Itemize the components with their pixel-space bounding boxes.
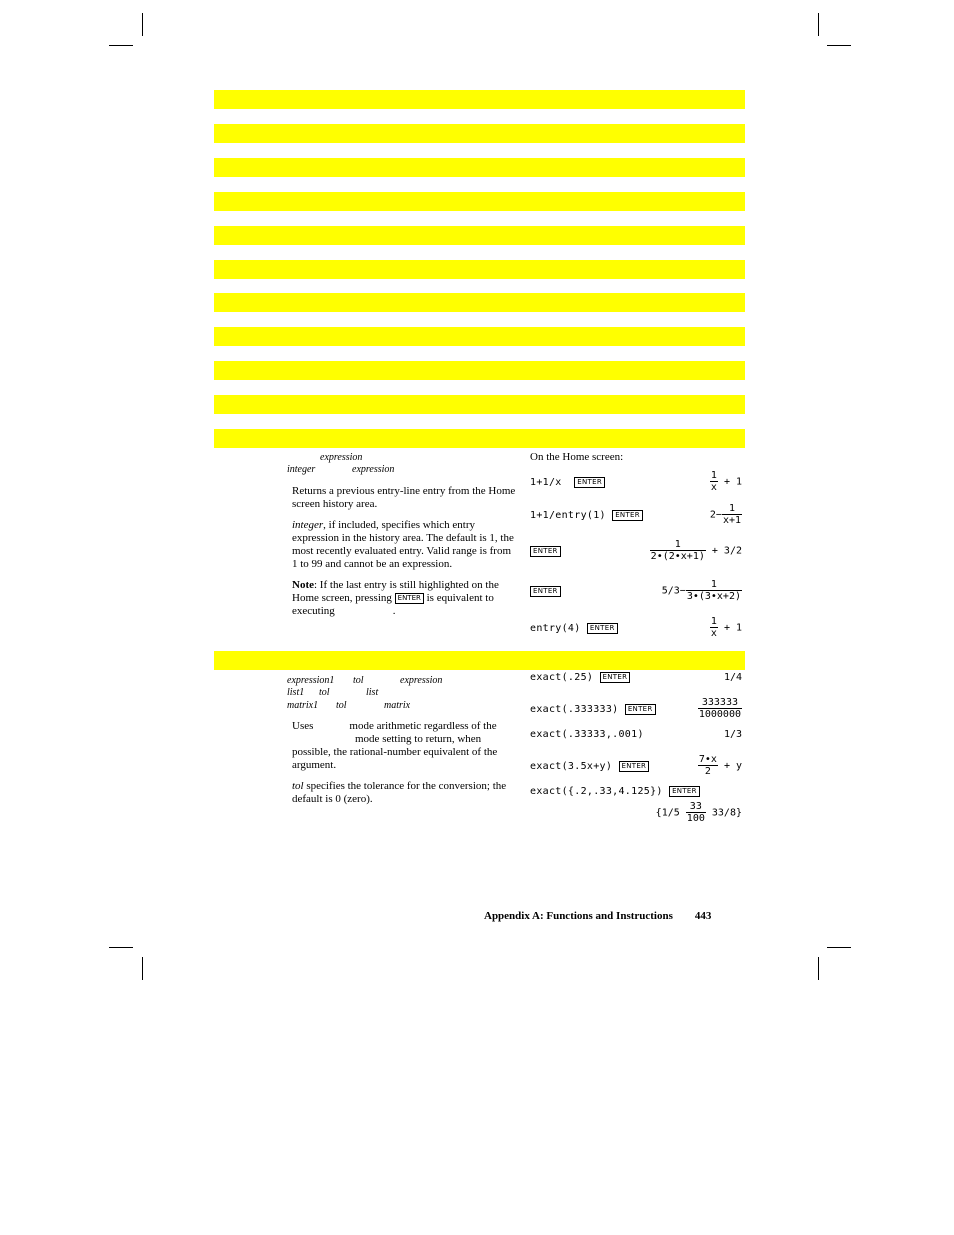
fraction: $\frac{33}{100}$ <box>686 801 705 824</box>
exact-description <box>292 720 516 814</box>
note-text: Note: If the last entry is still highlighted on the Home screen, pressing ENTER is equivalent to executing . <box>292 579 499 617</box>
fraction: $\frac{1}{x+1}$ <box>722 503 741 526</box>
description-text: Returns a previous entry-line entry from the Home screen history area. <box>292 485 516 510</box>
enter-key: ENTER <box>530 546 561 557</box>
syntax-arg: matrix <box>384 700 411 711</box>
highlight-band <box>214 90 745 109</box>
example-input: exact({.2,.33,4.125}) ENTER <box>530 786 700 797</box>
example-result: $\frac{1}{x}$ + 1 <box>710 616 742 639</box>
example-result: {1/5 $\frac{33}{100}$ 33/8} <box>655 801 742 824</box>
highlight-band <box>214 361 745 380</box>
enter-key: ENTER <box>395 593 424 604</box>
highlight-band <box>214 192 745 211</box>
syntax-arg: matrix1 <box>287 700 319 711</box>
crop-mark <box>827 947 851 948</box>
enter-key: ENTER <box>600 672 631 683</box>
example-result: $\frac{1}{2•(2•x+1)}$ + 3/2 <box>650 539 742 562</box>
crop-mark <box>109 947 133 948</box>
crop-mark <box>142 957 143 980</box>
highlight-band <box>214 293 745 312</box>
tol-term: tol <box>292 780 304 792</box>
enter-key: ENTER <box>574 477 605 488</box>
syntax-arg: expression <box>320 452 363 463</box>
crop-mark <box>818 957 819 980</box>
syntax-arg: tol <box>319 687 330 698</box>
enter-key: ENTER <box>625 704 656 715</box>
crop-mark <box>827 45 851 46</box>
fraction: $\frac{1}{x}$ <box>710 470 717 493</box>
syntax-arg: expression <box>352 464 395 475</box>
highlight-band <box>214 124 745 143</box>
param-term: integer <box>292 519 324 531</box>
fraction: $\frac{1}{x}$ <box>710 616 717 639</box>
example-input: 1+1/x ENTER <box>530 477 605 488</box>
highlight-band <box>214 395 745 414</box>
example-result: 1/4 <box>723 672 742 683</box>
highlight-band <box>214 158 745 177</box>
syntax-arg: tol <box>336 700 347 711</box>
example-input: exact(.33333,.001) <box>530 729 644 740</box>
example-input <box>530 546 561 557</box>
syntax-arg: expression <box>400 675 443 686</box>
syntax-arg: tol <box>353 675 364 686</box>
enter-key: ENTER <box>530 586 561 597</box>
example-input: exact(.25) ENTER <box>530 672 630 683</box>
highlight-band <box>214 226 745 245</box>
page-number: 443 <box>694 910 712 922</box>
example-result: 2− $\frac{1}{x+1}$ <box>709 503 741 526</box>
example-label: On the Home screen: <box>530 451 624 463</box>
example-result <box>698 697 742 720</box>
syntax-arg: integer <box>287 464 316 475</box>
syntax-arg: list1 <box>287 687 305 698</box>
fraction: $\frac{1}{2•(2•x+1)}$ <box>650 539 705 562</box>
syntax-arg: expression1 <box>287 675 335 686</box>
entry-description <box>292 485 516 626</box>
highlight-band <box>214 429 745 448</box>
page-footer <box>484 910 711 922</box>
param-text: integer, if included, specifies which entry expression in the history area. The default is 1, the most recently evaluated entry. Valid range is from 1 to 99 and cannot be an expression. <box>292 519 514 570</box>
highlight-band <box>214 327 745 346</box>
enter-key: ENTER <box>612 510 643 521</box>
fraction: $\frac{7•x}{2}$ <box>698 754 717 777</box>
example-result: 1/3 <box>723 729 742 740</box>
highlight-band <box>214 260 745 279</box>
description-text: Uses mode arithmetic regardless of the mode setting to return, when possible, the rational-number equivalent of the argument. <box>292 720 498 771</box>
example-input: entry(4) ENTER <box>530 623 618 634</box>
crop-mark <box>818 13 819 36</box>
example-result: $\frac{7•x}{2}$ + y <box>698 754 742 777</box>
enter-key: ENTER <box>669 786 700 797</box>
crop-mark <box>109 45 133 46</box>
footer-title: Appendix A: Functions and Instructions <box>484 910 673 922</box>
enter-key: ENTER <box>619 761 650 772</box>
syntax-arg: list <box>366 687 379 698</box>
fraction: $\frac{333333}{1000000}$ <box>698 697 741 720</box>
example-input: exact(3.5x+y) ENTER <box>530 761 649 772</box>
enter-key: ENTER <box>587 623 618 634</box>
example-result: $\frac{1}{x}$ + 1 <box>710 470 742 493</box>
highlight-band <box>214 651 745 670</box>
example-input <box>530 586 561 597</box>
example-input: exact(.333333) ENTER <box>530 704 656 715</box>
crop-mark <box>142 13 143 36</box>
example-input: 1+1/entry(1) ENTER <box>530 510 643 521</box>
fraction: $\frac{1}{3•(3•x+2)}$ <box>686 579 741 602</box>
tol-text: tol specifies the tolerance for the conversion; the default is 0 (zero). <box>292 780 507 805</box>
note-label: Note <box>292 579 314 591</box>
example-result: 5/3− $\frac{1}{3•(3•x+2)}$ <box>661 579 741 602</box>
